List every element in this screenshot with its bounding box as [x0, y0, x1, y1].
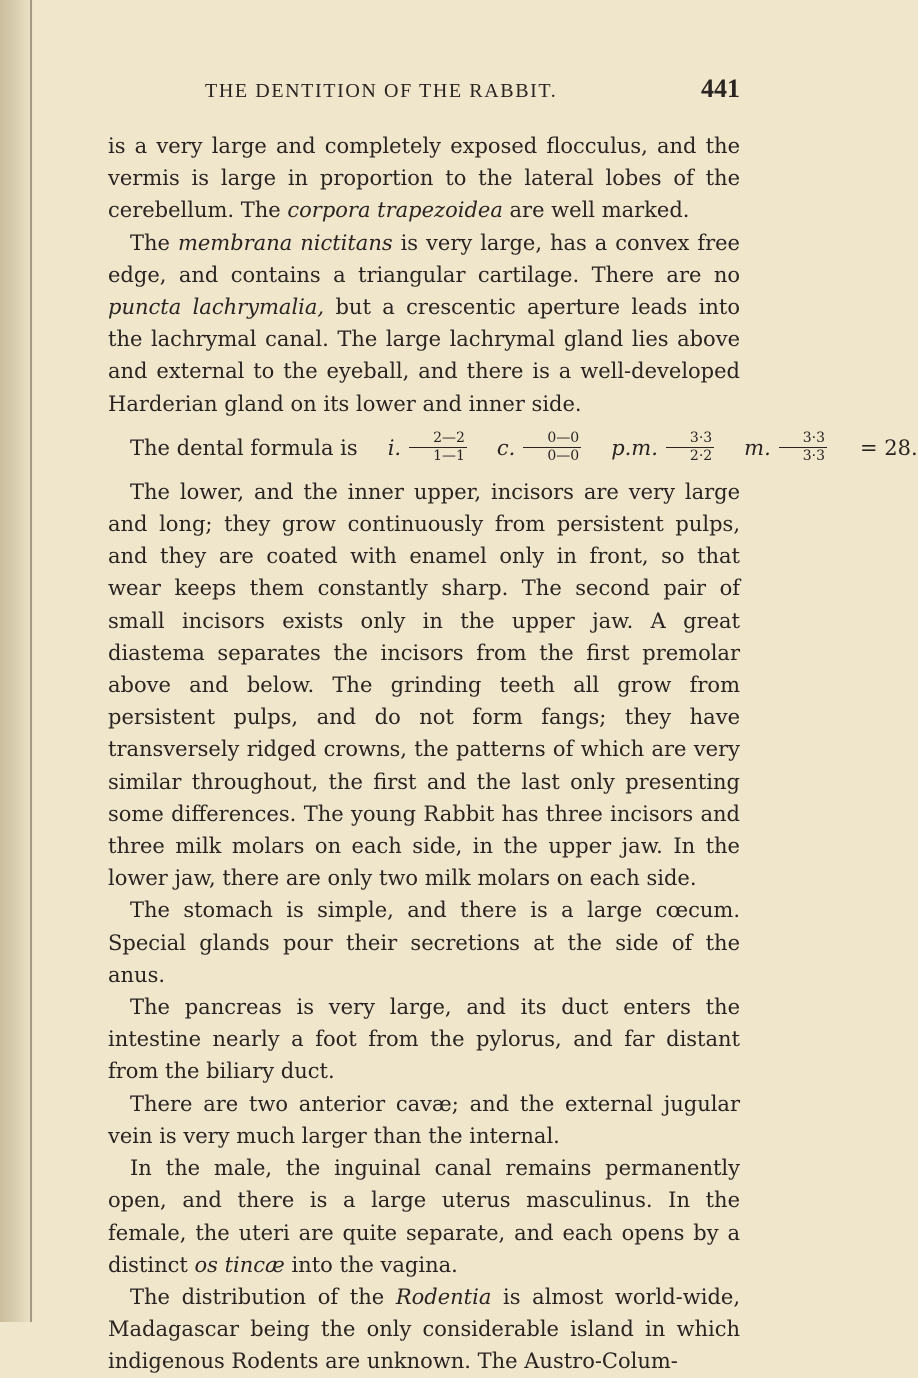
paragraph-incisors: The lower, and the inner upper, incisors are very large and long; they grow continuously from persistent pulps, and they are coated with enamel only in front, so that wear keeps them constantly sharp. The second pair of small incisors exists only in the upper jaw. A great diastema separates the incisors from the first premolar above and below. The grinding teeth all grow from persistent pulps, and do not form fangs; they have transversely ridged crowns, the patterns of which are very similar throughout, the first and the last only presenting some differences. The young Rabbit has three incisors and three milk molars on each side, in the upper jaw. In the lower jaw, there are only two milk molars on each side.	[108, 479, 740, 891]
dental-formula	[108, 420, 918, 476]
molar-fraction: $\frac{3\cdot 3}{3\cdot 3}$	[779, 431, 827, 464]
premolar-fraction: $\frac{3\cdot 3}{2\cdot 2}$	[666, 431, 714, 464]
page-body	[108, 130, 918, 1378]
paragraph-distribution: The distribution of the Rodentia is almost world-wide, Madagascar being the only considerable island in which indigenous Rodents are unknown. The Austro-Colum-	[108, 1284, 740, 1374]
premolar-symbol: p.m.	[611, 435, 658, 460]
molar-symbol: m.	[744, 435, 771, 460]
running-head: THE DENTITION OF THE RABBIT.	[205, 80, 558, 102]
canine-symbol: c.	[496, 435, 516, 460]
paragraph-stomach: The stomach is simple, and there is a large cœcum. Special glands pour their secretions at the side of the anus.	[108, 898, 740, 987]
term-corpora-trapezoidea: corpora trapezoidea	[287, 198, 503, 223]
paragraph-cerebellum: is a very large and completely exposed flocculus, and the vermis is large in proportion to the lateral lobes of the cerebellum. The corpora trapezoidea are well marked.	[108, 134, 740, 223]
incisor-symbol: i.	[387, 435, 402, 460]
paragraph-pancreas: The pancreas is very large, and its duct enters the intestine nearly a foot from the pylorus, and far distant from the biliary duct.	[108, 995, 740, 1084]
paragraph-reproductive: In the male, the inguinal canal remains permanently open, and there is a large uterus masculinus. In the female, the uteri are quite separate, and each opens by a distinct os tincæ into the vagina.	[108, 1156, 740, 1277]
page-number: 441	[701, 74, 740, 103]
term-puncta-lachrymalia: puncta lachrymalia,	[108, 295, 325, 320]
term-os-tincae: os tincæ	[194, 1252, 285, 1277]
formula-lead: The dental formula is	[130, 435, 358, 460]
page-header	[108, 74, 740, 110]
term-rodentia: Rodentia	[395, 1284, 492, 1309]
book-gutter	[0, 0, 34, 1322]
canine-fraction: $\frac{0—0}{0—0}$	[523, 431, 581, 464]
term-membrana-nictitans: membrana nictitans	[177, 230, 393, 255]
paragraph-cavae: There are two anterior cavæ; and the external jugular vein is very much larger than the internal.	[108, 1091, 740, 1148]
binding-edge	[30, 0, 32, 1322]
paragraph-eye: The membrana nictitans is very large, has a convex free edge, and contains a triangular cartilage. There are no puncta lachrymalia, but a crescentic aperture leads into the lachrymal canal. The large lachrymal gland lies above and external to the eyeball, and there is a well-developed Harderian gland on its lower and inner side.	[108, 230, 741, 416]
formula-total: = 28.	[860, 435, 918, 460]
incisor-fraction: $\frac{2—2}{1—1}$	[409, 431, 467, 464]
